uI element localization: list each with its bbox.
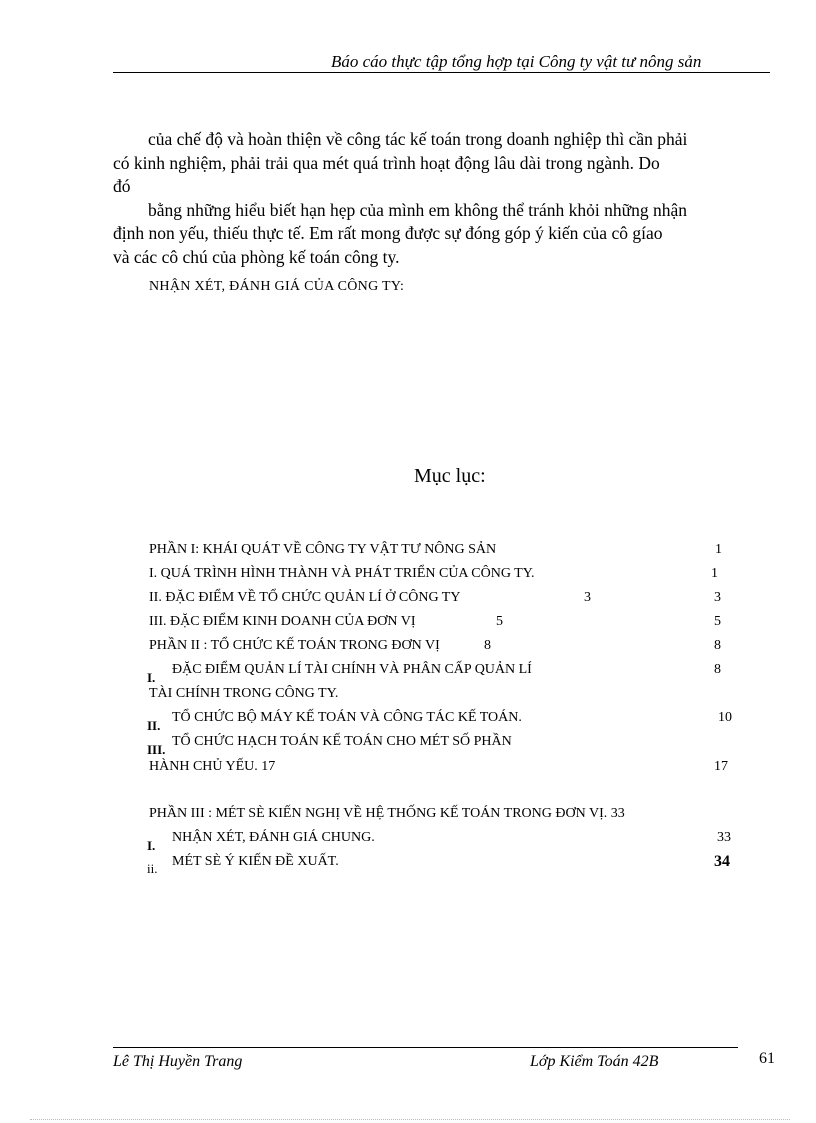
footer-class: Lớp Kiểm Toán 42B [530,1053,659,1070]
intro-line: của chế độ và hoàn thiện về công tác kế toán trong doanh nghiệp thì cần phải [148,129,688,149]
toc-entry-text: PHẦN II : TỔ CHỨC KẾ TOÁN TRONG ĐƠN VỊ [149,638,440,653]
toc-entry-text: NHẬN XÉT, ĐÁNH GIÁ CHUNG. [172,830,375,845]
toc-entry-page: 34 [714,853,730,870]
toc-entry-page: 33 [717,830,731,845]
toc-entry-page: 5 [714,614,721,629]
toc-entry-text: I. QUÁ TRÌNH HÌNH THÀNH VÀ PHÁT TRIỂN CỦA CÔNG TY. [149,566,535,581]
footer-author: Lê Thị Huyền Trang [113,1053,243,1070]
toc-entry-label: I. [147,838,156,853]
toc-entry-label: III. [147,742,166,757]
toc-entry-mid-page: 5 [496,614,503,629]
toc-entry-page: 8 [714,662,721,677]
toc-entry-text: III. ĐẶC ĐIỂM KINH DOANH CỦA ĐƠN VỊ [149,614,416,629]
toc-entry-page: 3 [714,590,721,605]
toc-entry-label: I. [147,670,156,685]
toc-entry-text: HÀNH CHỦ YẾU. 17 [149,759,276,774]
toc-entry-mid-page: 3 [584,590,591,605]
toc-entry-text: II. ĐẶC ĐIỂM VỀ TỔ CHỨC QUẢN LÍ Ở CÔNG TY [149,590,461,605]
toc-entry-page: 1 [711,566,718,581]
toc-entry-text: PHẦN I: KHÁI QUÁT VỀ CÔNG TY VẬT TƯ NÔNG SẢN [149,542,497,557]
comment-heading: NHẬN XÉT, ĐÁNH GIÁ CỦA CÔNG TY: [149,279,405,294]
intro-line: định non yếu, thiếu thực tế. Em rất mong được sự đóng góp ý kiến của cô gíao [113,223,663,243]
toc-entry-page: 10 [718,710,732,725]
intro-line: và các cô chú của phòng kế toán công ty. [113,246,400,267]
page-number: 61 [759,1050,775,1067]
toc-entry-text: PHẦN III : MÉT SÈ KIẾN NGHỊ VỀ HỆ THỐNG KẾ TOÁN TRONG ĐƠN VỊ. 33 [149,806,625,821]
toc-entry-text: TỔ CHỨC HẠCH TOÁN KẾ TOÁN CHO MÉT SỐ PHẦN [172,734,512,749]
toc-entry-text: TÀI CHÍNH TRONG CÔNG TY. [149,686,339,701]
toc-entry-text: MÉT SÈ Ý KIẾN ĐỀ XUẤT. [172,854,339,869]
intro-line: bằng những hiểu biết hạn hẹp của mình em không thể tránh khỏi những nhận [148,199,687,220]
toc-entry-mid-page: 8 [484,638,491,653]
intro-line: đó [113,176,131,196]
intro-paragraph [113,128,753,269]
header-rule [113,72,770,73]
toc-entry-label: ii. [147,861,158,876]
toc-entry-page: 17 [714,759,728,774]
toc-entry-text: ĐẶC ĐIỂM QUẢN LÍ TÀI CHÍNH VÀ PHÂN CẤP QUẢN LÍ [172,662,532,677]
toc-entry-page: 1 [715,542,722,557]
toc-entry-text: TỔ CHỨC BỘ MÁY KẾ TOÁN VÀ CÔNG TÁC KẾ TOÁN. [172,710,522,725]
intro-line: có kinh nghiệm, phải trải qua mét quá trình hoạt động lâu dài trong ngành. Do [113,152,660,173]
footer-rule [113,1047,738,1048]
toc-entry-page: 8 [714,638,721,653]
toc-entry-label: II. [147,718,161,733]
toc-title: Mục lục: [414,465,486,487]
running-header: Báo cáo thực tập tổng hợp tại Công ty vật tư nông sản [331,52,702,71]
page-bottom-dotted-border [30,1119,790,1120]
